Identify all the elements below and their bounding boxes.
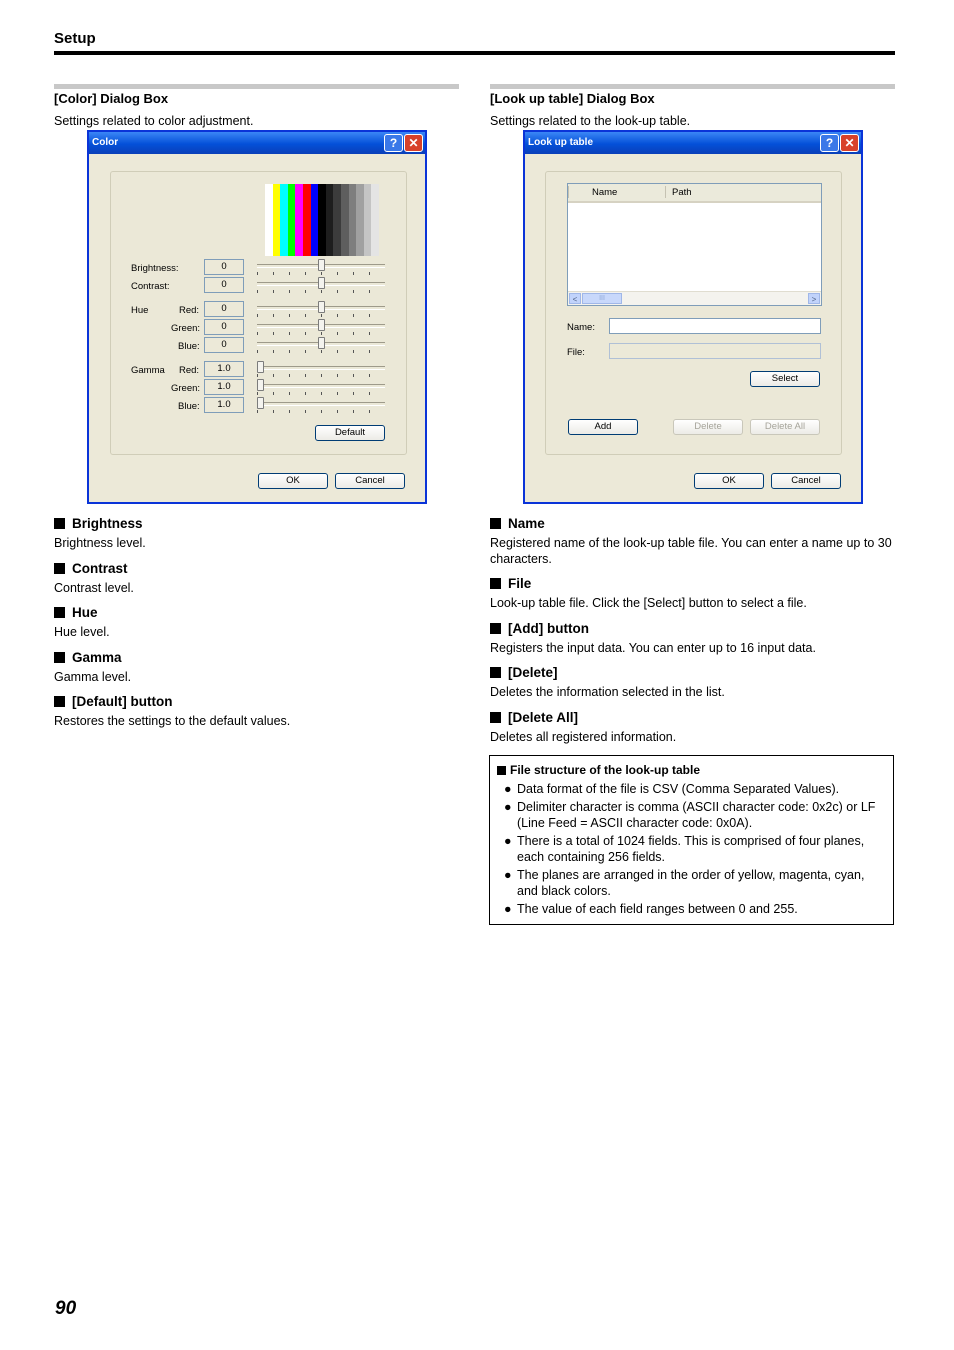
color-bar-stripe — [311, 184, 319, 256]
bullet-icon: ● — [504, 834, 512, 848]
slider-thumb[interactable] — [257, 397, 264, 409]
item-head: File — [508, 576, 532, 591]
section-bar — [54, 84, 459, 89]
hue-red-value[interactable]: 0 — [204, 301, 244, 317]
name-input[interactable] — [609, 318, 821, 334]
color-dialog-titlebar — [89, 132, 425, 154]
item-text: Brightness level. — [54, 536, 146, 550]
item-text: Look-up table file. Click the [Select] button to select a file. — [490, 596, 807, 610]
cancel-button[interactable]: Cancel — [335, 473, 405, 489]
item-text: Registered name of the look-up table file. You can enter a name up to 30 characters. — [490, 536, 892, 566]
brightness-label: Brightness: — [131, 263, 179, 274]
slider-thumb[interactable] — [318, 337, 325, 349]
item-head: Hue — [72, 605, 98, 620]
square-bullet-icon — [490, 518, 501, 529]
item-text: Deletes all registered information. — [490, 729, 677, 744]
color-bar-stripe — [349, 184, 357, 256]
section-desc-color: Settings related to color adjustment. — [54, 114, 254, 128]
slider-ticks — [257, 272, 385, 275]
color-dialog — [87, 130, 427, 504]
color-bar-stripe — [341, 184, 349, 256]
color-bar-stripe — [333, 184, 341, 256]
item-head: [Default] button — [72, 694, 173, 709]
square-bullet-icon — [490, 623, 501, 634]
note-item: ● There is a total of 1024 fields. This is comprised of four planes, each containing 256 fields. — [504, 834, 865, 864]
color-bar-stripe — [356, 184, 364, 256]
gamma-blue-label: Blue: — [178, 401, 200, 412]
contrast-label: Contrast: — [131, 281, 170, 292]
bullet-icon: ● — [504, 902, 512, 916]
file-structure-note — [489, 755, 894, 925]
note-item: ● Data format of the file is CSV (Comma Separated Values). — [504, 782, 840, 796]
note-title: File structure of the look-up table — [510, 763, 701, 777]
section-title-lut: [Look up table] Dialog Box — [490, 91, 655, 106]
square-bullet-icon — [490, 578, 501, 589]
slider-track[interactable] — [257, 402, 385, 406]
item-hue — [54, 605, 459, 641]
note-item: ● The planes are arranged in the order of yellow, magenta, cyan, and black colors. — [504, 868, 865, 898]
hue-blue-value[interactable]: 0 — [204, 337, 244, 353]
bullet-icon: ● — [504, 800, 512, 814]
column-name[interactable]: Name — [592, 187, 618, 198]
color-bar-stripe — [280, 184, 288, 256]
item-text: Restores the settings to the default values. — [54, 714, 291, 728]
file-field — [609, 343, 821, 359]
help-icon[interactable]: ? — [820, 134, 839, 152]
section-title-color: [Color] Dialog Box — [54, 91, 169, 106]
slider-thumb[interactable] — [318, 319, 325, 331]
lut-dialog-title: Look up table — [528, 137, 593, 148]
slider-ticks — [257, 410, 385, 413]
color-bar-stripe — [326, 184, 334, 256]
item-text: Gamma level. — [54, 669, 132, 684]
scroll-thumb[interactable]: III — [582, 293, 622, 304]
name-label: Name: — [567, 322, 595, 333]
close-icon[interactable]: ✕ — [404, 134, 423, 152]
scroll-left-icon[interactable]: < — [569, 293, 581, 304]
slider-ticks — [257, 350, 385, 353]
square-bullet-icon — [54, 652, 65, 663]
color-bar-stripe — [295, 184, 303, 256]
ok-button[interactable]: OK — [258, 473, 328, 489]
gamma-label: Gamma — [131, 365, 165, 376]
select-button[interactable]: Select — [750, 371, 820, 387]
color-items — [54, 516, 459, 730]
slider-ticks — [257, 290, 385, 293]
note-list — [497, 781, 886, 917]
item-text: Deletes the information selected in the list. — [490, 685, 725, 699]
item-default-button — [54, 694, 459, 730]
hue-green-value[interactable]: 0 — [204, 319, 244, 335]
item-head: Contrast — [72, 560, 128, 576]
slider-track[interactable] — [257, 384, 385, 388]
lut-list[interactable] — [567, 183, 822, 306]
item-text: Contrast level. — [54, 580, 134, 595]
color-bar-stripe — [265, 184, 273, 256]
color-bars-preview — [265, 184, 379, 256]
page-number: 90 — [55, 1298, 77, 1319]
slider-thumb[interactable] — [318, 277, 325, 289]
item-file — [490, 576, 895, 612]
square-bullet-icon — [497, 766, 506, 775]
horizontal-scrollbar[interactable] — [568, 291, 821, 305]
color-bar-stripe — [303, 184, 311, 256]
item-add-button — [490, 621, 895, 657]
slider-thumb[interactable] — [257, 361, 264, 373]
square-bullet-icon — [54, 696, 65, 707]
cancel-button[interactable]: Cancel — [771, 473, 841, 489]
default-button[interactable]: Default — [315, 425, 385, 441]
note-item: ● The value of each field ranges between 0 and 255. — [504, 902, 798, 916]
page-header-title: Setup — [54, 30, 96, 47]
hue-label: Hue — [131, 305, 149, 316]
color-bar-stripe — [364, 184, 372, 256]
help-icon[interactable]: ? — [384, 134, 403, 152]
hue-red-label: Red: — [179, 305, 200, 316]
item-head: [Delete] — [508, 665, 558, 680]
scroll-right-icon[interactable]: > — [808, 293, 820, 304]
add-button[interactable]: Add — [568, 419, 638, 435]
square-bullet-icon — [490, 712, 501, 723]
slider-track[interactable] — [257, 366, 385, 370]
close-icon[interactable]: ✕ — [840, 134, 859, 152]
item-head: Brightness — [72, 516, 143, 531]
color-bar-stripe — [273, 184, 281, 256]
slider-ticks — [257, 392, 385, 395]
delete-button[interactable]: Delete — [673, 419, 743, 435]
square-bullet-icon — [54, 563, 65, 574]
hue-green-label: Green: — [171, 323, 201, 334]
item-brightness — [54, 516, 459, 552]
item-name — [490, 516, 895, 567]
item-head: [Add] button — [508, 620, 589, 636]
slider-thumb[interactable] — [257, 379, 264, 391]
gamma-red-label: Red: — [179, 365, 200, 376]
bullet-icon: ● — [504, 868, 512, 882]
header-rule — [54, 51, 895, 55]
lut-dialog — [523, 130, 863, 504]
column-path[interactable]: Path — [672, 187, 692, 198]
square-bullet-icon — [54, 518, 65, 529]
item-head: Gamma — [72, 649, 122, 665]
square-bullet-icon — [490, 667, 501, 678]
slider-ticks — [257, 374, 385, 377]
item-text: Registers the input data. You can enter up to 16 input data. — [490, 640, 816, 655]
gamma-red-value[interactable]: 1.0 — [204, 361, 244, 377]
hue-blue-label: Blue: — [178, 341, 200, 352]
square-bullet-icon — [54, 607, 65, 618]
gamma-green-label: Green: — [171, 383, 201, 394]
list-header — [568, 184, 821, 203]
slider-thumb[interactable] — [318, 259, 325, 271]
slider-ticks — [257, 314, 385, 317]
color-bar-stripe — [318, 184, 326, 256]
lut-dialog-titlebar — [525, 132, 861, 154]
item-delete-all — [490, 710, 895, 746]
ok-button[interactable]: OK — [694, 473, 764, 489]
item-text: Hue level. — [54, 625, 110, 639]
note-item: ● Delimiter character is comma (ASCII character code: 0x2c) or LF (Line Feed = ASCII character code: 0x0A). — [504, 800, 876, 830]
color-bar-stripe — [371, 184, 379, 256]
delete-all-button[interactable]: Delete All — [750, 419, 820, 435]
item-delete — [490, 665, 895, 701]
slider-thumb[interactable] — [318, 301, 325, 313]
item-contrast — [54, 561, 459, 597]
item-gamma — [54, 650, 459, 686]
section-desc-lut: Settings related to the look-up table. — [490, 114, 691, 128]
gamma-blue-value[interactable]: 1.0 — [204, 397, 244, 413]
slider-ticks — [257, 332, 385, 335]
file-label: File: — [567, 347, 585, 358]
lut-items — [490, 516, 895, 745]
contrast-value[interactable]: 0 — [204, 277, 244, 293]
section-bar — [490, 84, 895, 89]
item-head: Name — [508, 516, 545, 531]
gamma-green-value[interactable]: 1.0 — [204, 379, 244, 395]
color-bar-stripe — [288, 184, 296, 256]
item-head: [Delete All] — [508, 709, 579, 725]
brightness-value[interactable]: 0 — [204, 259, 244, 275]
bullet-icon: ● — [504, 782, 512, 796]
color-dialog-title: Color — [92, 137, 119, 148]
